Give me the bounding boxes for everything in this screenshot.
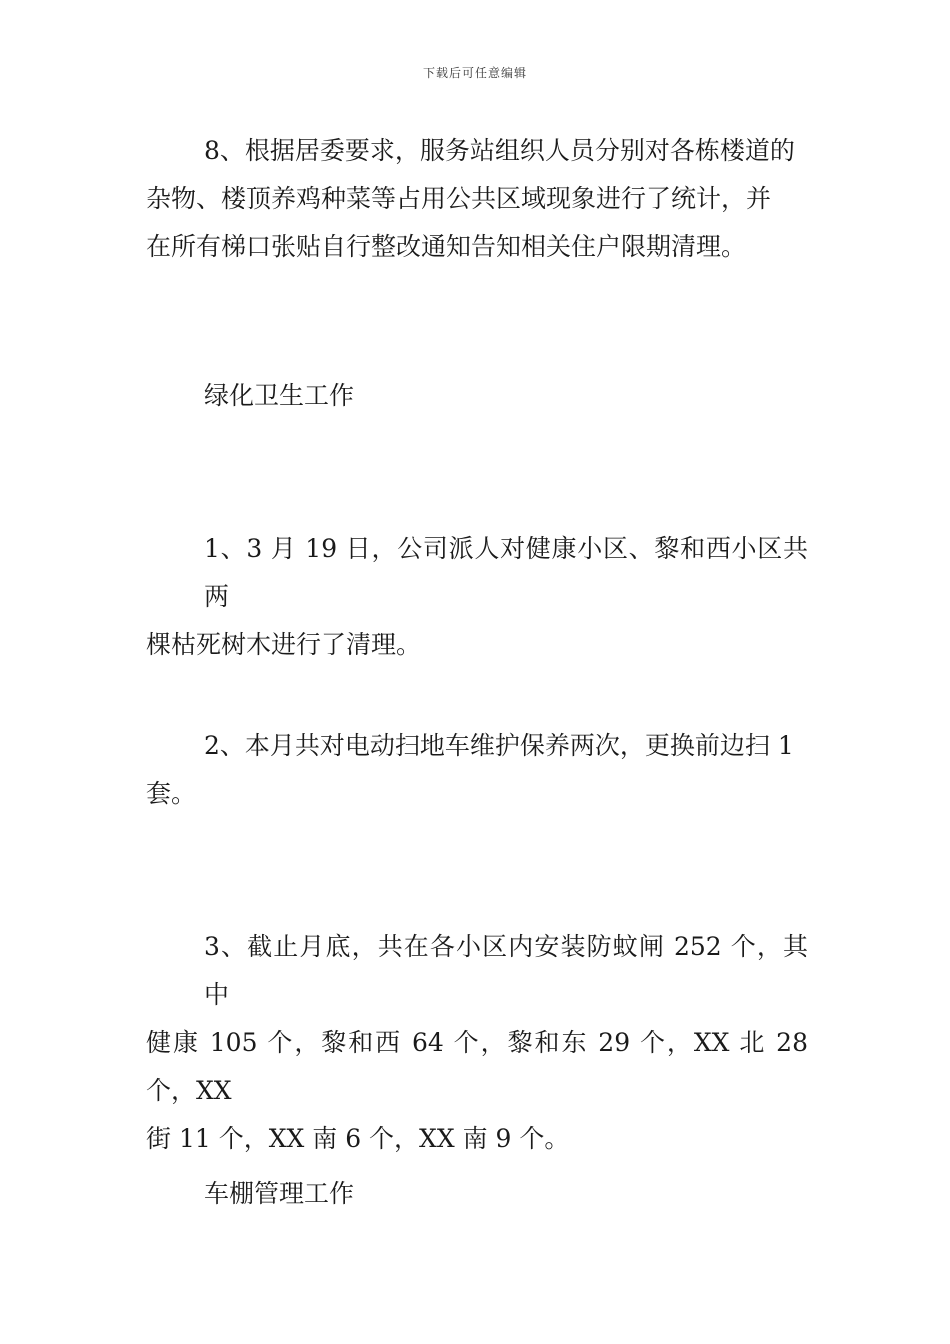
paragraph-line: 健康 105 个，黎和西 64 个，黎和东 29 个，XX 北 28 个，XX [146, 1028, 808, 1105]
paragraph-line: 在所有梯口张贴自行整改通知告知相关住户限期清理。 [146, 232, 747, 261]
paragraph-greening-item-1 [146, 525, 808, 669]
paragraph-line: 8、根据居委要求，服务站组织人员分别对各栋楼道的 [204, 136, 795, 165]
paragraph-line: 2、本月共对电动扫地车维护保养两次，更换前边扫 1 [204, 731, 794, 760]
paragraph-line: 棵枯死树木进行了清理。 [146, 630, 422, 659]
page-header: 下载后可任意编辑 [422, 66, 527, 80]
paragraph-item-8 [146, 127, 808, 271]
section-heading-shed: 车棚管理工作 [204, 1179, 355, 1208]
paragraph-line: 1、3 月 19 日，公司派人对健康小区、黎和西小区共两 [204, 534, 808, 611]
paragraph-greening-item-2 [146, 722, 808, 818]
paragraph-line: 街 11 个，XX 南 6 个，XX 南 9 个。 [146, 1124, 570, 1153]
paragraph-line: 杂物、楼顶养鸡种菜等占用公共区域现象进行了统计，并 [146, 184, 772, 213]
section-heading-greening: 绿化卫生工作 [204, 381, 355, 410]
paragraph-line: 3、截止月底，共在各小区内安装防蚊闸 252 个，其中 [204, 932, 808, 1009]
paragraph-line: 套。 [146, 779, 197, 808]
paragraph-greening-item-3 [146, 923, 808, 1163]
